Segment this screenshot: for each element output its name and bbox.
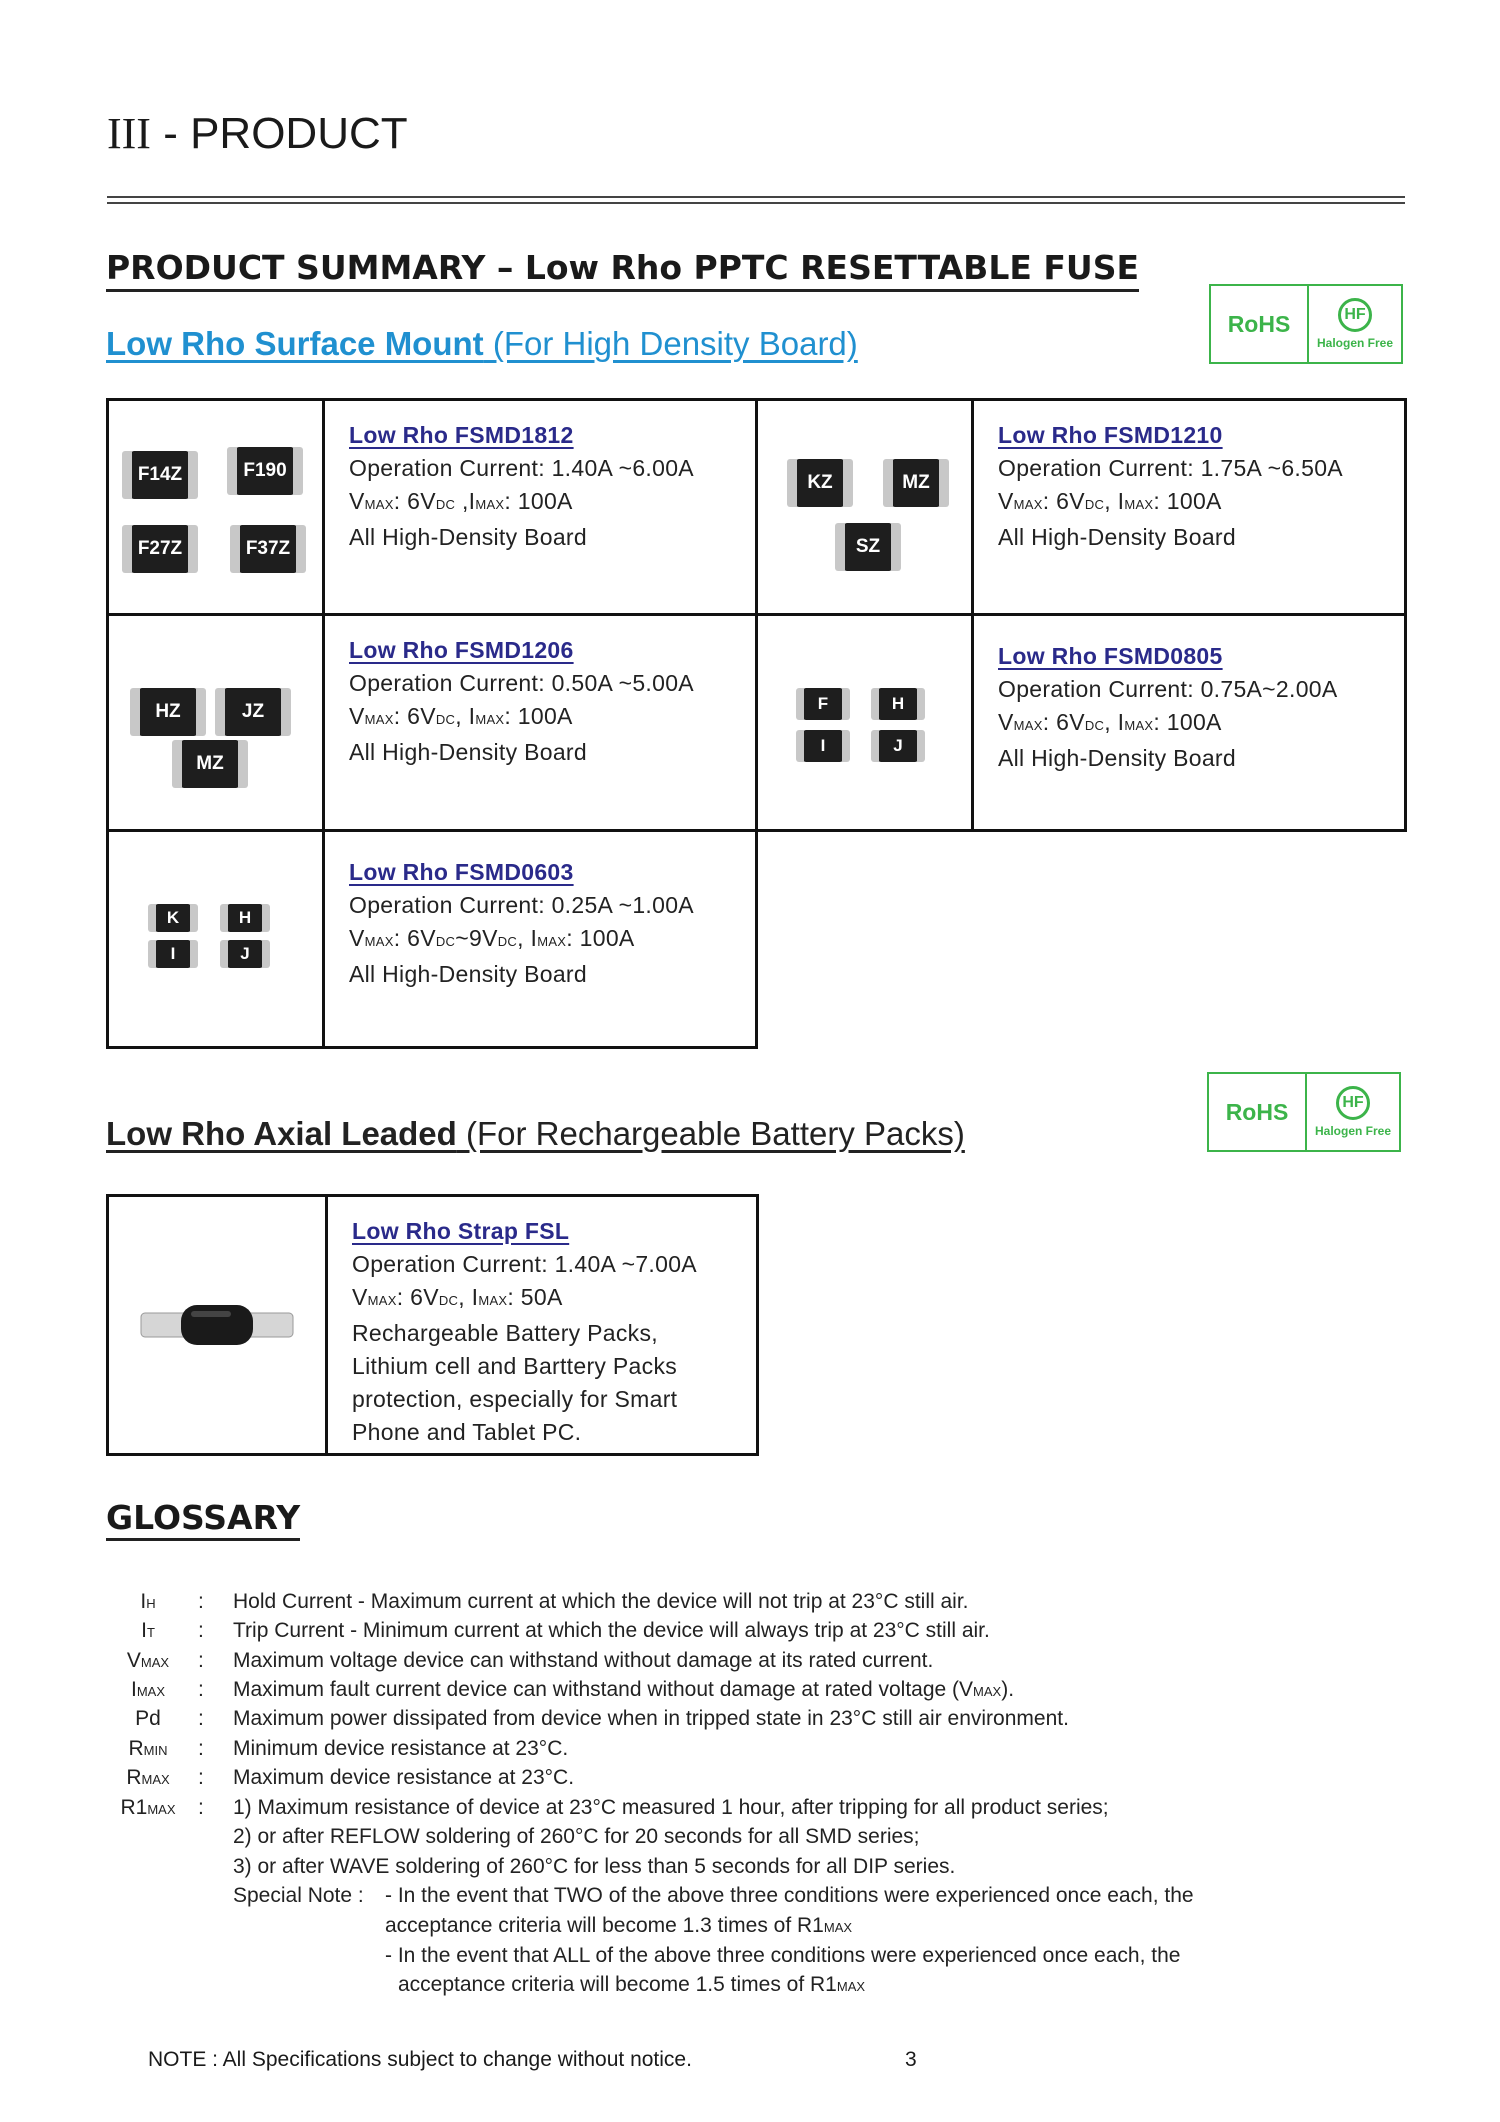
operation-current: Operation Current: 1.75A ~6.50A <box>998 455 1343 481</box>
rohs-label: RoHS <box>1209 1074 1307 1150</box>
special-note-line: - In the event that TWO of the above three conditions were experienced once each, the <box>385 1884 1194 1907</box>
chip-label: J <box>878 730 918 762</box>
glossary-definition: Maximum fault current device can withstand without damage at rated voltage (VMAX). <box>233 1678 1015 1701</box>
glossary-definition: Maximum device resistance at 23°C. <box>233 1766 575 1789</box>
chip-label: MZ <box>892 459 940 507</box>
product-image-fsmd0805 <box>755 613 974 832</box>
halogen-free-logo <box>1309 286 1401 362</box>
glossary-definition: Maximum power dissipated from device when in tripped state in 23°C still air environment. <box>233 1707 1069 1730</box>
chip-label: J <box>227 940 263 968</box>
product-image-fsmd1210 <box>755 398 974 616</box>
glossary-symbol: VMAX <box>126 1649 170 1672</box>
product-link-fsmd1206[interactable]: Low Rho FSMD1206 <box>349 637 574 663</box>
operation-current: Operation Current: 1.40A ~6.00A <box>349 455 694 481</box>
glossary-definition: 1) Maximum resistance of device at 23°C measured 1 hour, after tripping for all product series; <box>233 1796 1109 1819</box>
application: All High-Density Board <box>349 524 587 550</box>
glossary-symbol: RMAX <box>126 1766 170 1789</box>
glossary-symbol: RMIN <box>128 1737 168 1760</box>
vmax-imax-line: VMAX: 6VDC~9VDC, IMAX: 100A <box>349 925 635 951</box>
glossary-definition: Minimum device resistance at 23°C. <box>233 1737 569 1760</box>
halogen-free-label: Halogen Free <box>1316 336 1394 350</box>
glossary-definition: Maximum voltage device can withstand without damage at its rated current. <box>233 1649 934 1672</box>
application-line: Lithium cell and Barttery Packs <box>352 1353 678 1379</box>
glossary-title: GLOSSARY <box>106 1498 300 1541</box>
chip-label: F14Z <box>131 451 189 499</box>
section-roman: III <box>107 109 151 158</box>
product-link-fsmd1812[interactable]: Low Rho FSMD1812 <box>349 422 574 448</box>
glossary-definition: Hold Current - Maximum current at which the device will not trip at 23°C still air. <box>233 1590 969 1613</box>
divider-rule <box>107 196 1405 198</box>
product-link-strap-fsl[interactable]: Low Rho Strap FSL <box>352 1218 570 1244</box>
axial-title-rest: (For Rechargeable Battery Packs) <box>456 1115 965 1152</box>
axial-title-bold: Low Rho Axial Leaded <box>106 1115 457 1152</box>
product-info-fsmd1206 <box>322 613 758 832</box>
special-note-line: - In the event that ALL of the above three conditions were experienced once each, the <box>385 1944 1181 1967</box>
glossary-continuation: 3) or after WAVE soldering of 260°C for less than 5 seconds for all DIP series. <box>233 1855 956 1878</box>
chip-label: H <box>227 904 263 932</box>
chip-label: KZ <box>796 459 844 507</box>
product-info-strap-fsl <box>325 1194 759 1456</box>
product-image-fsmd1812 <box>106 398 325 616</box>
application: All High-Density Board <box>998 524 1236 550</box>
halogen-free-label: Halogen Free <box>1314 1124 1392 1138</box>
divider-rule <box>107 202 1405 204</box>
rohs-hf-badge <box>1207 1072 1401 1152</box>
product-image-fsmd1206 <box>106 613 325 832</box>
hf-icon: HF <box>1338 298 1372 332</box>
application-line: protection, especially for Smart <box>352 1386 678 1412</box>
hf-icon: HF <box>1336 1086 1370 1120</box>
halogen-free-logo <box>1307 1074 1399 1150</box>
chip-label: I <box>803 730 843 762</box>
product-link-fsmd0805[interactable]: Low Rho FSMD0805 <box>998 643 1223 669</box>
section-title: - PRODUCT <box>150 109 408 158</box>
vmax-imax-line: VMAX: 6VDC, IMAX: 100A <box>349 703 573 729</box>
chip-label: H <box>878 688 918 720</box>
vmax-imax-line: VMAX: 6VDC, IMAX: 50A <box>352 1284 563 1310</box>
glossary-continuation: 2) or after REFLOW soldering of 260°C for 20 seconds for all SMD series; <box>233 1825 920 1848</box>
application: All High-Density Board <box>349 739 587 765</box>
chip-label: JZ <box>224 688 282 736</box>
glossary-symbol: IH <box>140 1590 156 1613</box>
strap-fuse-icon <box>137 1295 297 1355</box>
application-line: Phone and Tablet PC. <box>352 1419 582 1445</box>
page-number: 3 <box>905 2048 917 2071</box>
glossary-symbol: IMAX <box>130 1678 165 1701</box>
operation-current: Operation Current: 0.25A ~1.00A <box>349 892 694 918</box>
rohs-hf-badge <box>1209 284 1403 364</box>
vmax-imax-line: VMAX: 6VDC, IMAX: 100A <box>998 488 1222 514</box>
smd-section-title <box>106 325 858 363</box>
product-link-fsmd1210[interactable]: Low Rho FSMD1210 <box>998 422 1223 448</box>
chip-label: SZ <box>844 523 892 571</box>
product-summary-title: PRODUCT SUMMARY – Low Rho PPTC RESETTABLE FUSE <box>106 248 1139 292</box>
operation-current: Operation Current: 0.75A~2.00A <box>998 676 1338 702</box>
chip-label: K <box>155 904 191 932</box>
footer-note: NOTE : All Specifications subject to change without notice. <box>148 2048 692 2071</box>
product-image-strap-fsl <box>106 1194 328 1456</box>
application-line: Rechargeable Battery Packs, <box>352 1320 658 1346</box>
smd-title-rest: (For High Density Board) <box>483 325 858 362</box>
glossary-definition: Trip Current - Minimum current at which the device will always trip at 23°C still air. <box>233 1619 990 1642</box>
chip-label: I <box>155 940 191 968</box>
operation-current: Operation Current: 0.50A ~5.00A <box>349 670 694 696</box>
vmax-imax-line: VMAX: 6VDC, IMAX: 100A <box>998 709 1222 735</box>
glossary-symbol: Pd <box>135 1707 161 1730</box>
application: All High-Density Board <box>349 961 587 987</box>
glossary-symbol: R1MAX <box>120 1796 176 1819</box>
chip-label: HZ <box>139 688 197 736</box>
product-info-fsmd1210 <box>971 398 1407 616</box>
application: All High-Density Board <box>998 745 1236 771</box>
special-note-line: acceptance criteria will become 1.3 times of R1MAX <box>385 1914 853 1937</box>
page-title <box>107 108 408 159</box>
vmax-imax-line: VMAX: 6VDC ,IMAX: 100A <box>349 488 573 514</box>
smd-title-bold: Low Rho Surface Mount <box>106 325 484 362</box>
special-note-label: Special Note : <box>233 1884 364 1907</box>
operation-current: Operation Current: 1.40A ~7.00A <box>352 1251 697 1277</box>
chip-label: F190 <box>236 447 294 495</box>
product-image-fsmd0603 <box>106 829 325 1049</box>
chip-label: MZ <box>181 740 239 788</box>
glossary-symbol: IT <box>141 1619 155 1642</box>
product-link-fsmd0603[interactable]: Low Rho FSMD0603 <box>349 859 574 885</box>
chip-label: F27Z <box>131 525 189 573</box>
product-info-fsmd0805 <box>971 613 1407 832</box>
chip-label: F <box>803 688 843 720</box>
special-note-line: acceptance criteria will become 1.5 times of R1MAX <box>398 1973 866 1996</box>
chip-label: F37Z <box>239 525 297 573</box>
rohs-label: RoHS <box>1211 286 1309 362</box>
axial-section-title <box>106 1115 965 1153</box>
product-info-fsmd1812 <box>322 398 758 616</box>
product-info-fsmd0603 <box>322 829 758 1049</box>
